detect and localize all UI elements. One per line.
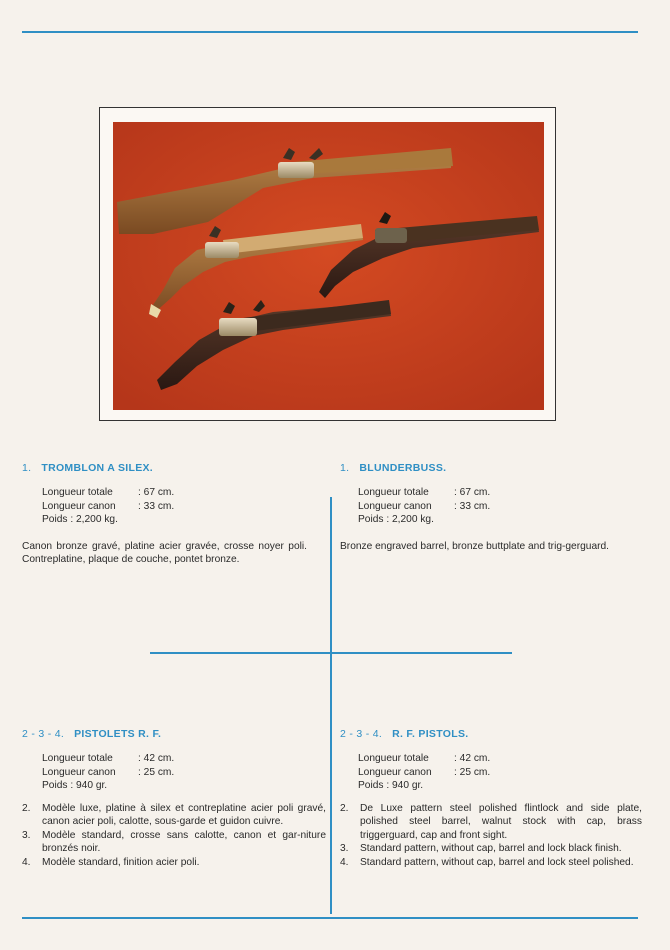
spec-label: Longueur canon (358, 766, 432, 778)
section-title: TROMBLON A SILEX. (41, 462, 154, 474)
description-tromblon: Canon bronze gravé, platine acier gravée, crosse noyer poli. Contreplatine, plaque de couche, pontet bronze. (22, 541, 307, 566)
model-list-fr (22, 802, 326, 869)
flintlock-pistols-photo (113, 122, 544, 410)
section-title: BLUNDERBUSS. (359, 462, 447, 474)
list-item (22, 802, 326, 829)
item-text: Modèle standard, finition acier poli. (42, 856, 200, 868)
spec-row (42, 500, 174, 514)
specs-pistolets (42, 752, 174, 793)
spec-value: : 2,200 kg. (386, 514, 434, 525)
item-text: Modèle standard, crosse sans calotte, canon et gar-niture bronzés noir. (42, 829, 326, 855)
spec-value: : 25 cm. (138, 766, 175, 778)
spec-row (358, 779, 490, 793)
spec-row (358, 752, 490, 766)
spec-label: Longueur canon (358, 500, 432, 512)
spec-label: Longueur canon (42, 766, 116, 778)
bottom-rule (22, 917, 638, 919)
spec-value: : 67 cm. (454, 487, 491, 498)
section-title: PISTOLETS R. F. (74, 728, 162, 740)
section-number: 2 - 3 - 4. (340, 728, 383, 740)
spec-row (42, 752, 174, 766)
spec-row (358, 766, 490, 780)
section-heading-pistolets (22, 728, 161, 740)
spec-label: Longueur canon (42, 500, 116, 512)
spec-label: Poids (358, 514, 384, 525)
item-text: De Luxe pattern steel polished flintlock and side plate, polished steel barrel, walnut stock with cap, brass triggerguard, cap and front sight. (360, 803, 642, 841)
item-number: 3. (22, 829, 31, 841)
spec-value: : 940 gr. (386, 780, 424, 791)
spec-row (358, 513, 490, 527)
model-list-en (340, 802, 642, 869)
spec-label: Poids (42, 514, 68, 525)
spec-value: : 25 cm. (454, 766, 491, 778)
list-item (340, 856, 642, 869)
spec-label: Poids (42, 780, 68, 791)
spec-row (358, 486, 490, 500)
item-number: 4. (22, 856, 31, 868)
spec-row (42, 486, 174, 500)
item-number: 2. (340, 803, 349, 814)
spec-row (42, 513, 174, 527)
list-item (340, 842, 642, 855)
spec-value: : 2,200 kg. (70, 514, 118, 525)
list-item (22, 856, 326, 869)
item-text: Standard pattern, without cap, barrel and lock black finish. (360, 843, 622, 855)
center-horizontal-rule (150, 652, 512, 654)
section-heading-tromblon (22, 462, 153, 474)
item-number: 4. (340, 856, 349, 868)
section-number: 1. (340, 462, 350, 474)
spec-label: Poids (358, 780, 384, 791)
section-heading-blunderbuss (340, 462, 446, 474)
section-title: R. F. PISTOLS. (392, 728, 469, 740)
spec-value: : 940 gr. (70, 780, 108, 791)
description-blunderbuss: Bronze engraved barrel, bronze buttplate and trig-gerguard. (340, 541, 610, 552)
item-number: 2. (22, 803, 31, 814)
list-item (340, 802, 642, 842)
item-text: Modèle luxe, platine à silex et contreplatine acier poli gravé, canon acier poli, calotte, sous-garde et guidon cuivre. (42, 803, 326, 828)
section-heading-rf-pistols (340, 728, 468, 740)
spec-label: Longueur totale (358, 753, 429, 764)
spec-label: Longueur totale (42, 487, 113, 498)
photo-frame (99, 107, 556, 421)
spec-value: : 33 cm. (138, 500, 175, 512)
spec-value: : 67 cm. (138, 487, 175, 498)
center-vertical-rule (330, 497, 332, 914)
section-number: 2 - 3 - 4. (22, 728, 65, 740)
specs-rf-pistols (358, 752, 490, 793)
spec-row (42, 779, 174, 793)
specs-blunderbuss (358, 486, 490, 527)
item-text: Standard pattern, without cap, barrel and lock steel polished. (360, 856, 634, 868)
spec-label: Longueur totale (42, 753, 113, 764)
section-number: 1. (22, 462, 32, 474)
spec-value: : 42 cm. (138, 753, 175, 764)
spec-value: : 42 cm. (454, 753, 491, 764)
spec-value: : 33 cm. (454, 500, 491, 512)
spec-row (42, 766, 174, 780)
item-number: 3. (340, 843, 349, 855)
spec-label: Longueur totale (358, 487, 429, 498)
top-rule (22, 31, 638, 33)
specs-tromblon (42, 486, 174, 527)
spec-row (358, 500, 490, 514)
list-item (22, 829, 326, 856)
